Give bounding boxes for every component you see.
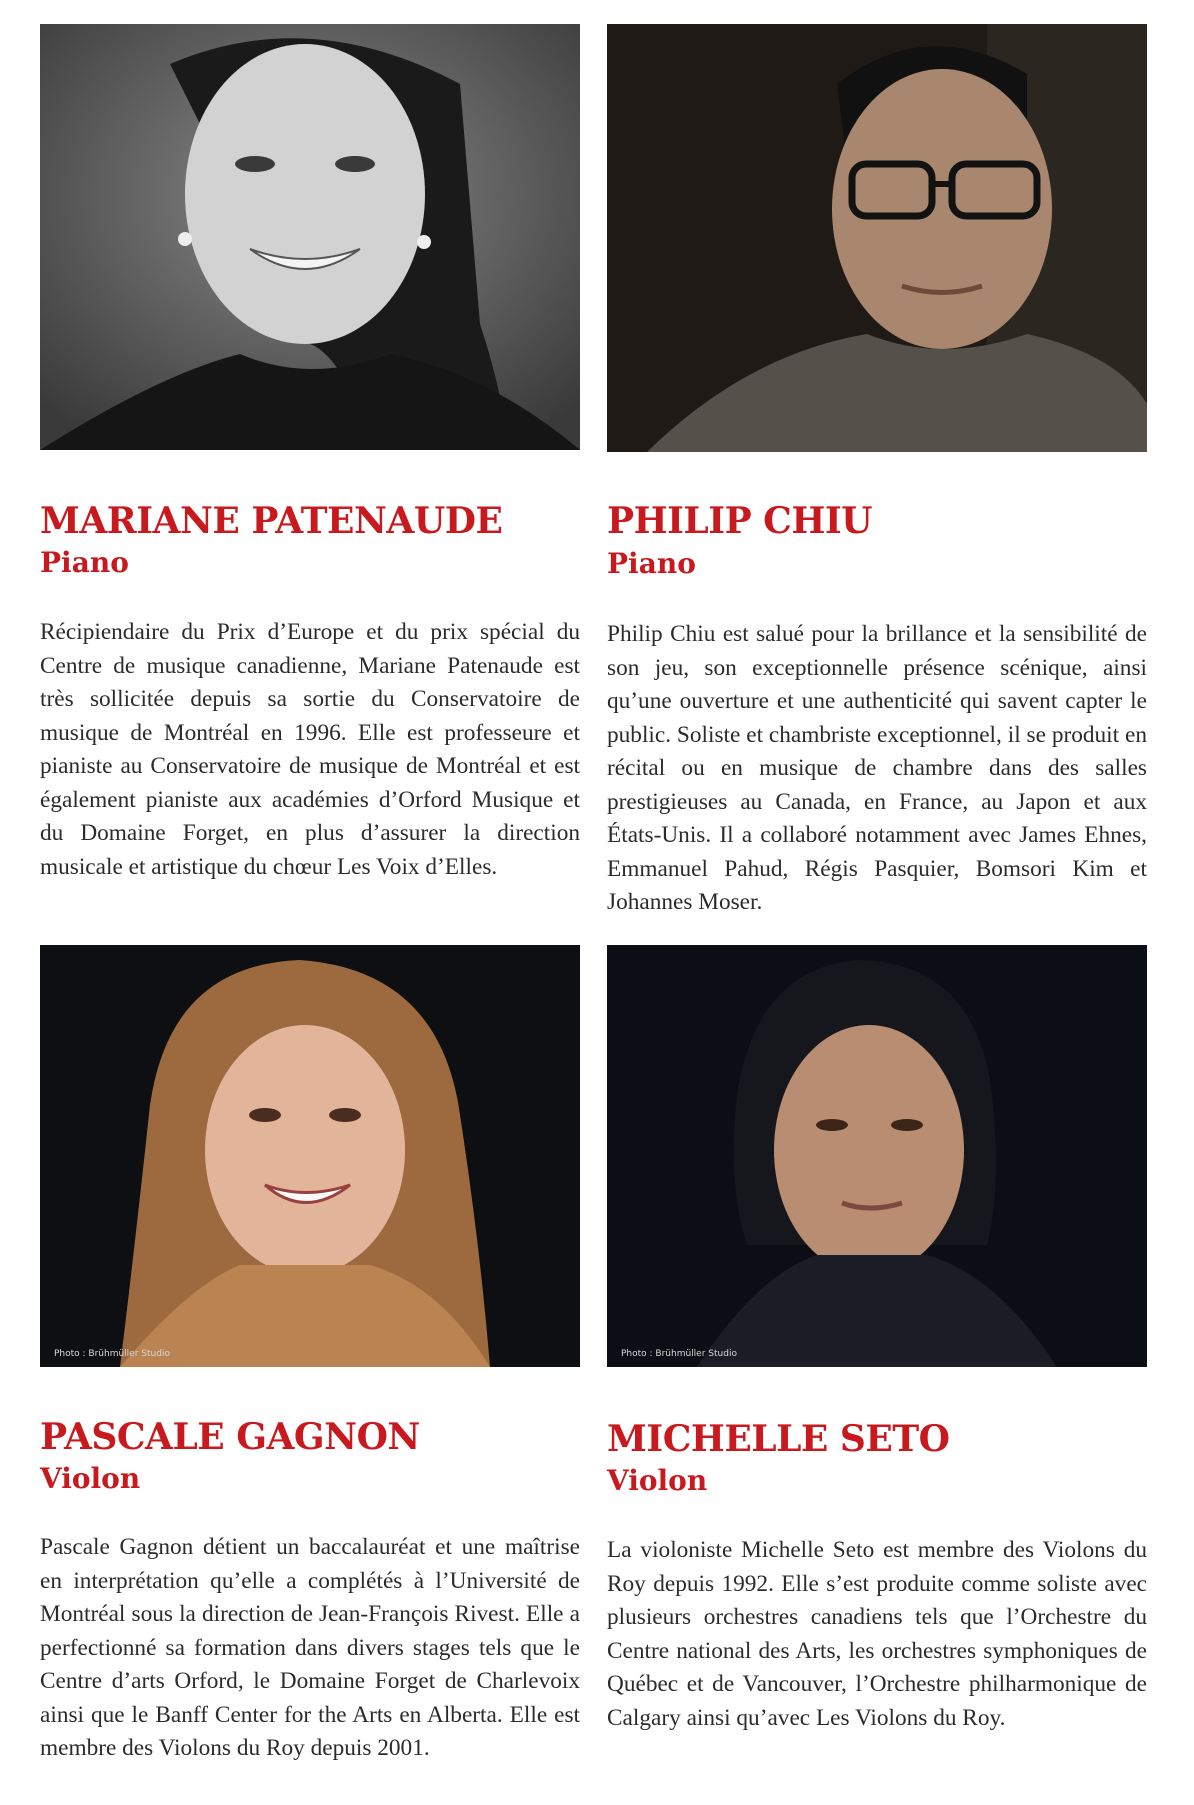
portrait-image <box>40 24 580 450</box>
musician-bio: La violoniste Michelle Seto est membre des Violons du Roy depuis 1992. Elle s’est produite comme soliste avec plusieurs orchestres canadiens tels que l’Orchestre du Centre national des Arts, les orchestres symphoniques de Québec et de Vancouver, l’Orchestre philharmonique de Calgary ainsi qu’avec Les Violons du Roy. <box>607 1537 1147 1731</box>
musician-name: MARIANE PATENAUDE <box>40 500 503 542</box>
musician-name: PHILIP CHIU <box>607 500 873 542</box>
photo-credit: Photo : Brühmüller Studio <box>54 1349 170 1359</box>
musician-bio: Récipiendaire du Prix d’Europe et du prix spécial du Centre de musique canadienne, Mariane Patenaude est très sollicitée depuis sa sortie du Conservatoire de musique de Montréal en 1996. Elle est professeure et pianiste au Conservatoire de musique de Montréal et est également pianiste aux académies d’Orford Musique et du Domaine Forget, en plus d’assurer la direction musicale et artistique du chœur Les Voix d’Elles. <box>40 619 580 880</box>
portrait-photo <box>40 945 580 1367</box>
portrait-image <box>607 24 1147 452</box>
portrait-photo <box>607 24 1147 452</box>
portrait-image <box>40 945 580 1367</box>
musician-name: MICHELLE SETO <box>607 1418 950 1460</box>
portrait-image <box>607 945 1147 1367</box>
musician-instrument: Piano <box>40 546 129 579</box>
musician-instrument: Violon <box>607 1464 708 1497</box>
musician-bio: Philip Chiu est salué pour la brillance et la sensibilité de son jeu, son exceptionnelle présence scénique, ainsi qu’une ouverture et une authenticité qui savent capter le public. Soliste et chambriste exceptionnel, il se produit en récital ou en musique de chambre dans des salles prestigieuses au Canada, en France, au Japon et aux États-Unis. Il a collaboré notamment avec James Ehnes, Emmanuel Pahud, Régis Pasquier, Bomsori Kim et Johannes Moser. <box>607 621 1147 915</box>
musician-instrument: Piano <box>607 547 696 580</box>
musician-bio: Pascale Gagnon détient un baccalauréat et une maîtrise en interprétation qu’elle a complétés à l’Université de Montréal sous la direction de Jean-François Rivest. Elle a perfectionné sa formation dans divers stages tels que le Centre d’arts Orford, le Domaine Forget de Charlevoix ainsi que le Banff Center for the Arts en Alberta. Elle est membre des Violons du Roy depuis 2001. <box>40 1534 580 1761</box>
photo-credit: Photo : Brühmüller Studio <box>621 1349 737 1359</box>
portrait-photo <box>40 24 580 450</box>
portrait-photo <box>607 945 1147 1367</box>
musician-instrument: Violon <box>40 1462 141 1495</box>
musician-name: PASCALE GAGNON <box>40 1416 420 1458</box>
